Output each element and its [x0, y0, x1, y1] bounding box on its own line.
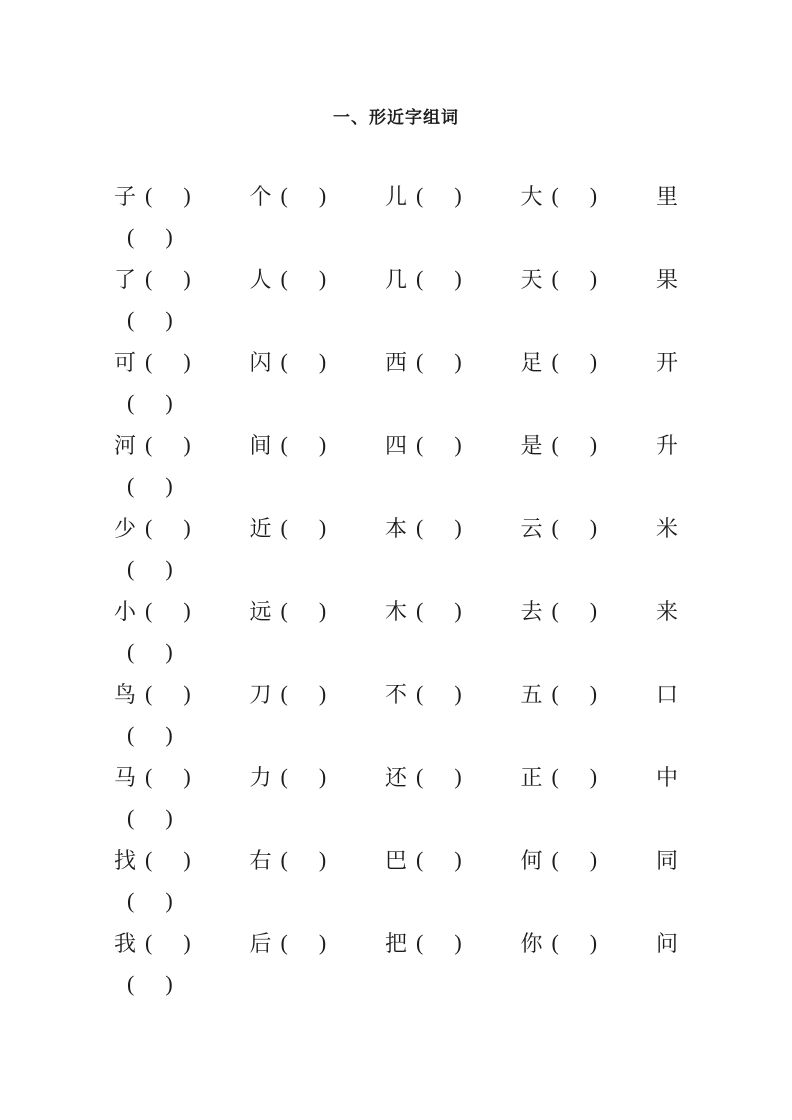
- answer-blank[interactable]: [559, 268, 590, 290]
- close-paren: ): [318, 763, 327, 789]
- open-paren: (: [551, 431, 559, 457]
- char-entry: [520, 761, 597, 792]
- close-paren: ): [589, 182, 598, 208]
- answer-blank[interactable]: [288, 600, 319, 622]
- prompt-char: 木: [384, 599, 407, 625]
- close-paren: ): [454, 431, 462, 457]
- close-paren: ): [165, 307, 173, 333]
- exercise-row: [114, 756, 678, 839]
- open-paren: (: [415, 431, 424, 457]
- prompt-char: 我: [114, 931, 137, 957]
- prompt-char: 把: [384, 931, 407, 957]
- char-entry: [385, 346, 462, 377]
- close-paren: ): [165, 556, 173, 582]
- open-paren: (: [280, 514, 288, 540]
- row-wrap-line: [114, 300, 678, 342]
- prompt-char: 同: [655, 848, 678, 874]
- close-paren: ): [589, 763, 598, 789]
- answer-blank[interactable]: [134, 226, 165, 248]
- char-entry: [114, 429, 191, 460]
- close-paren: ): [183, 514, 191, 540]
- open-paren: (: [551, 182, 559, 208]
- open-paren: (: [280, 348, 288, 374]
- char-entry: [520, 180, 597, 211]
- close-paren: ): [165, 473, 173, 499]
- answer-blank[interactable]: [559, 849, 590, 871]
- close-paren: ): [183, 182, 191, 208]
- answer-blank[interactable]: [559, 517, 590, 539]
- close-paren: ): [165, 888, 173, 914]
- row-wrap-line: [114, 466, 678, 508]
- prompt-char: 果: [655, 267, 678, 293]
- char-entry: [114, 180, 191, 211]
- answer-blank[interactable]: [423, 932, 454, 954]
- prompt-char: 是: [520, 433, 543, 459]
- open-paren: (: [145, 763, 153, 789]
- close-paren: ): [183, 929, 191, 955]
- prompt-char: 西: [384, 350, 407, 376]
- close-paren: ): [183, 597, 191, 623]
- answer-blank[interactable]: [152, 268, 183, 290]
- open-paren: (: [551, 846, 559, 872]
- prompt-char: 足: [520, 350, 543, 376]
- open-paren: (: [280, 265, 288, 291]
- open-paren: (: [127, 971, 135, 997]
- char-entry: [385, 844, 462, 875]
- prompt-char: 子: [114, 184, 137, 210]
- prompt-char: 可: [114, 350, 137, 376]
- answer-blank[interactable]: [152, 434, 183, 456]
- answer-blank[interactable]: [288, 351, 319, 373]
- worksheet-title: 一、形近字组词: [333, 108, 459, 127]
- prompt-char: 不: [384, 682, 407, 708]
- char-entry: [520, 512, 597, 543]
- char-entry: [114, 346, 191, 377]
- row-wrap-line: [114, 549, 678, 591]
- char-entry: [114, 678, 191, 709]
- close-paren: ): [318, 514, 327, 540]
- char-entry: [520, 346, 597, 377]
- exercise-row: [114, 507, 678, 590]
- open-paren: (: [145, 348, 153, 374]
- char-entry: [520, 429, 597, 460]
- char-entry: [385, 180, 462, 211]
- open-paren: (: [280, 597, 288, 623]
- open-paren: (: [415, 680, 424, 706]
- open-paren: (: [280, 763, 288, 789]
- char-entry: [249, 761, 326, 792]
- open-paren: (: [145, 846, 153, 872]
- answer-blank[interactable]: [134, 973, 165, 995]
- close-paren: ): [165, 390, 173, 416]
- close-paren: ): [183, 348, 191, 374]
- row-wrap-line: [114, 881, 678, 923]
- prompt-char: 开: [655, 350, 678, 376]
- exercise-row: [114, 590, 678, 673]
- answer-blank[interactable]: [559, 351, 590, 373]
- exercise-row: [114, 839, 678, 922]
- open-paren: (: [127, 224, 135, 250]
- answer-blank[interactable]: [288, 268, 319, 290]
- char-entry: [520, 263, 597, 294]
- close-paren: ): [318, 846, 327, 872]
- open-paren: (: [415, 182, 424, 208]
- char-entry: [385, 927, 462, 958]
- answer-blank[interactable]: [423, 268, 454, 290]
- answer-blank[interactable]: [152, 683, 183, 705]
- open-paren: (: [127, 556, 135, 582]
- answer-blank[interactable]: [288, 683, 319, 705]
- close-paren: ): [454, 597, 462, 623]
- char-entry: [520, 927, 597, 958]
- answer-blank[interactable]: [134, 309, 165, 331]
- prompt-char: 大: [520, 184, 543, 210]
- char-entry: [249, 844, 326, 875]
- row-main-line: [114, 507, 678, 549]
- row-wrap-line: [114, 632, 678, 674]
- close-paren: ): [183, 763, 191, 789]
- prompt-char: 正: [520, 765, 543, 791]
- char-entry: [249, 595, 326, 626]
- open-paren: (: [145, 597, 153, 623]
- close-paren: ): [318, 182, 327, 208]
- char-entry: [385, 263, 462, 294]
- row-main-line: [114, 756, 678, 798]
- char-entry: [114, 595, 191, 626]
- char-entry: [249, 180, 326, 211]
- prompt-char: 间: [249, 433, 272, 459]
- close-paren: ): [165, 805, 173, 831]
- char-entry: [114, 263, 191, 294]
- answer-blank[interactable]: [288, 185, 319, 207]
- open-paren: (: [127, 888, 135, 914]
- prompt-char: 鸟: [114, 682, 137, 708]
- answer-blank[interactable]: [288, 932, 319, 954]
- answer-blank[interactable]: [134, 890, 165, 912]
- close-paren: ): [318, 597, 327, 623]
- prompt-char: 中: [655, 765, 678, 791]
- char-entry: [520, 844, 597, 875]
- char-entry: [385, 761, 462, 792]
- row-main-line: [114, 590, 678, 632]
- exercise-row: [114, 922, 678, 1005]
- close-paren: ): [183, 265, 191, 291]
- prompt-char: 何: [520, 848, 543, 874]
- prompt-char: 人: [249, 267, 272, 293]
- prompt-char: 后: [249, 931, 272, 957]
- answer-blank[interactable]: [423, 849, 454, 871]
- exercise-row: [114, 424, 678, 507]
- open-paren: (: [551, 680, 559, 706]
- open-paren: (: [127, 390, 135, 416]
- prompt-char: 河: [114, 433, 137, 459]
- open-paren: (: [551, 265, 559, 291]
- answer-blank[interactable]: [152, 185, 183, 207]
- answer-blank[interactable]: [288, 517, 319, 539]
- exercise-row: [114, 673, 678, 756]
- answer-blank[interactable]: [134, 641, 165, 663]
- prompt-char: 云: [520, 516, 543, 542]
- prompt-char: 儿: [384, 184, 407, 210]
- answer-blank[interactable]: [559, 683, 590, 705]
- close-paren: ): [454, 182, 462, 208]
- row-wrap-line: [114, 964, 678, 1006]
- open-paren: (: [415, 514, 424, 540]
- open-paren: (: [415, 846, 424, 872]
- prompt-char: 你: [520, 931, 543, 957]
- char-entry: [249, 263, 326, 294]
- answer-blank[interactable]: [134, 724, 165, 746]
- char-entry: [249, 346, 326, 377]
- row-main-line: [114, 258, 678, 300]
- close-paren: ): [589, 846, 598, 872]
- open-paren: (: [415, 597, 424, 623]
- open-paren: (: [415, 929, 424, 955]
- open-paren: (: [145, 182, 153, 208]
- close-paren: ): [165, 722, 173, 748]
- char-entry: [520, 595, 597, 626]
- answer-blank[interactable]: [152, 932, 183, 954]
- row-main-line: [114, 341, 678, 383]
- prompt-char: 五: [520, 682, 543, 708]
- row-wrap-line: [114, 798, 678, 840]
- answer-blank[interactable]: [423, 434, 454, 456]
- char-entry: [114, 927, 191, 958]
- answer-blank[interactable]: [152, 351, 183, 373]
- close-paren: ): [183, 431, 191, 457]
- row-wrap-line: [114, 715, 678, 757]
- char-entry: [385, 595, 462, 626]
- row-main-line: [114, 673, 678, 715]
- answer-blank[interactable]: [288, 434, 319, 456]
- prompt-char: 天: [520, 267, 543, 293]
- open-paren: (: [415, 763, 424, 789]
- close-paren: ): [589, 514, 598, 540]
- exercise-rows: [114, 175, 678, 1005]
- answer-blank[interactable]: [152, 600, 183, 622]
- open-paren: (: [127, 639, 135, 665]
- answer-blank[interactable]: [288, 849, 319, 871]
- close-paren: ): [318, 348, 327, 374]
- char-entry: [520, 678, 597, 709]
- open-paren: (: [280, 846, 288, 872]
- answer-blank[interactable]: [134, 558, 165, 580]
- close-paren: ): [318, 265, 327, 291]
- prompt-char: 了: [114, 267, 137, 293]
- answer-blank[interactable]: [152, 849, 183, 871]
- row-main-line: [114, 839, 678, 881]
- row-main-line: [114, 922, 678, 964]
- exercise-row: [114, 175, 678, 258]
- answer-blank[interactable]: [423, 766, 454, 788]
- char-entry: [249, 927, 326, 958]
- prompt-char: 去: [520, 599, 543, 625]
- answer-blank[interactable]: [423, 600, 454, 622]
- open-paren: (: [551, 763, 559, 789]
- close-paren: ): [183, 846, 191, 872]
- open-paren: (: [551, 348, 559, 374]
- open-paren: (: [280, 182, 288, 208]
- prompt-char: 刀: [249, 682, 272, 708]
- row-main-line: [114, 424, 678, 466]
- open-paren: (: [415, 265, 424, 291]
- prompt-char: 本: [384, 516, 407, 542]
- open-paren: (: [145, 929, 153, 955]
- open-paren: (: [127, 473, 135, 499]
- char-entry: [249, 429, 326, 460]
- close-paren: ): [454, 514, 462, 540]
- prompt-char: 升: [655, 433, 678, 459]
- prompt-char: 马: [114, 765, 137, 791]
- answer-blank[interactable]: [134, 807, 165, 829]
- close-paren: ): [589, 431, 598, 457]
- prompt-char: 远: [249, 599, 272, 625]
- prompt-char: 个: [249, 184, 272, 210]
- close-paren: ): [165, 639, 173, 665]
- prompt-char: 找: [114, 848, 137, 874]
- open-paren: (: [551, 929, 559, 955]
- answer-blank[interactable]: [559, 600, 590, 622]
- prompt-char: 还: [384, 765, 407, 791]
- prompt-char: 巴: [384, 848, 407, 874]
- prompt-char: 来: [655, 599, 678, 625]
- close-paren: ): [318, 431, 327, 457]
- prompt-char: 几: [384, 267, 407, 293]
- char-entry: [114, 512, 191, 543]
- char-entry: [385, 429, 462, 460]
- answer-blank[interactable]: [152, 517, 183, 539]
- char-entry: [114, 761, 191, 792]
- row-wrap-line: [114, 383, 678, 425]
- prompt-char: 小: [114, 599, 137, 625]
- open-paren: (: [127, 805, 135, 831]
- open-paren: (: [127, 307, 135, 333]
- prompt-char: 近: [249, 516, 272, 542]
- exercise-row: [114, 258, 678, 341]
- close-paren: ): [454, 265, 462, 291]
- row-main-line: [114, 175, 678, 217]
- prompt-char: 闪: [249, 350, 272, 376]
- close-paren: ): [165, 971, 173, 997]
- close-paren: ): [589, 348, 598, 374]
- answer-blank[interactable]: [559, 434, 590, 456]
- open-paren: (: [415, 348, 424, 374]
- open-paren: (: [551, 514, 559, 540]
- answer-blank[interactable]: [423, 351, 454, 373]
- close-paren: ): [318, 929, 327, 955]
- char-entry: [385, 512, 462, 543]
- answer-blank[interactable]: [559, 766, 590, 788]
- open-paren: (: [280, 929, 288, 955]
- open-paren: (: [145, 514, 153, 540]
- close-paren: ): [454, 846, 462, 872]
- open-paren: (: [145, 431, 153, 457]
- prompt-char: 米: [655, 516, 678, 542]
- prompt-char: 里: [655, 184, 678, 210]
- answer-blank[interactable]: [152, 766, 183, 788]
- prompt-char: 四: [384, 433, 407, 459]
- close-paren: ): [454, 929, 462, 955]
- open-paren: (: [127, 722, 135, 748]
- answer-blank[interactable]: [423, 683, 454, 705]
- close-paren: ): [454, 763, 462, 789]
- char-entry: [114, 844, 191, 875]
- answer-blank[interactable]: [423, 517, 454, 539]
- prompt-char: 力: [249, 765, 272, 791]
- char-entry: [249, 678, 326, 709]
- close-paren: ): [165, 224, 173, 250]
- close-paren: ): [589, 265, 598, 291]
- prompt-char: 问: [655, 931, 678, 957]
- open-paren: (: [551, 597, 559, 623]
- close-paren: ): [589, 597, 598, 623]
- answer-blank[interactable]: [559, 185, 590, 207]
- close-paren: ): [454, 680, 462, 706]
- close-paren: ): [589, 929, 598, 955]
- open-paren: (: [280, 680, 288, 706]
- close-paren: ): [183, 680, 191, 706]
- prompt-char: 少: [114, 516, 137, 542]
- char-entry: [385, 678, 462, 709]
- prompt-char: 右: [249, 848, 272, 874]
- prompt-char: 口: [655, 682, 678, 708]
- row-wrap-line: [114, 217, 678, 259]
- open-paren: (: [145, 680, 153, 706]
- exercise-row: [114, 341, 678, 424]
- answer-blank[interactable]: [288, 766, 319, 788]
- open-paren: (: [145, 265, 153, 291]
- close-paren: ): [589, 680, 598, 706]
- close-paren: ): [454, 348, 462, 374]
- answer-blank[interactable]: [559, 932, 590, 954]
- answer-blank[interactable]: [134, 475, 165, 497]
- char-entry: [249, 512, 326, 543]
- answer-blank[interactable]: [134, 392, 165, 414]
- open-paren: (: [280, 431, 288, 457]
- close-paren: ): [318, 680, 327, 706]
- answer-blank[interactable]: [423, 185, 454, 207]
